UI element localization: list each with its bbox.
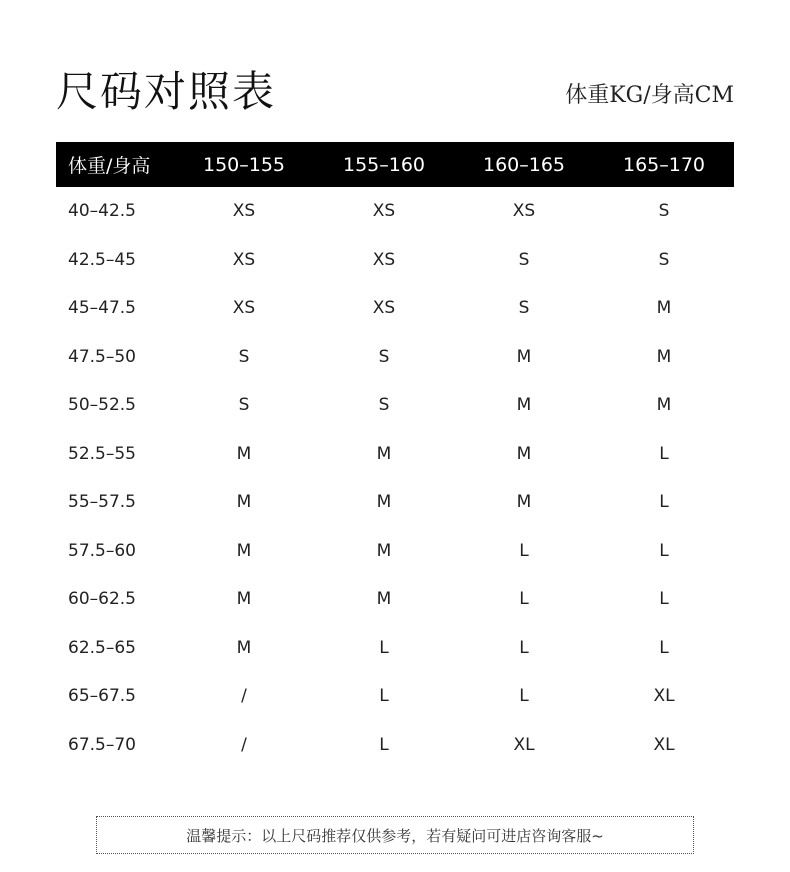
size-cell: XS [232, 201, 256, 222]
size-cell: XL [653, 734, 675, 755]
size-cell: / [241, 686, 247, 707]
size-cell: S [658, 249, 670, 270]
table-row [56, 333, 734, 382]
table-row [56, 284, 734, 333]
size-cell: M [656, 346, 672, 367]
weight-range-cell: 52.5–55 [68, 443, 136, 464]
size-cell: M [236, 443, 252, 464]
height-range-header: 150–155 [202, 153, 286, 176]
size-cell: M [376, 443, 392, 464]
size-cell: L [379, 637, 389, 658]
size-cell: L [659, 589, 669, 610]
table-row [56, 187, 734, 236]
table-row [56, 430, 734, 479]
size-cell: S [658, 201, 670, 222]
size-cell: L [379, 734, 389, 755]
table-row [56, 624, 734, 673]
table-row [56, 527, 734, 576]
size-cell: XS [232, 298, 256, 319]
size-cell: M [376, 540, 392, 561]
size-cell: S [378, 395, 390, 416]
table-row [56, 575, 734, 624]
size-cell: M [376, 589, 392, 610]
table-header-row [56, 142, 734, 187]
height-range-header: 155–160 [342, 153, 426, 176]
size-cell: M [516, 395, 532, 416]
size-cell: S [518, 298, 530, 319]
size-cell: S [238, 346, 250, 367]
size-cell: L [659, 540, 669, 561]
weight-range-cell: 67.5–70 [68, 734, 136, 755]
size-cell: S [518, 249, 530, 270]
size-cell: / [241, 734, 247, 755]
size-chart-table [56, 142, 734, 769]
size-cell: S [238, 395, 250, 416]
weight-range-cell: 65–67.5 [68, 686, 136, 707]
size-cell: M [236, 540, 252, 561]
weight-range-cell: 40–42.5 [68, 201, 136, 222]
height-range-header: 160–165 [482, 153, 566, 176]
size-cell: XL [653, 686, 675, 707]
weight-range-cell: 55–57.5 [68, 492, 136, 513]
table-row [56, 721, 734, 770]
size-cell: L [379, 686, 389, 707]
weight-range-cell: 60–62.5 [68, 589, 136, 610]
height-range-header: 165–170 [622, 153, 706, 176]
size-cell: L [519, 637, 529, 658]
weight-range-cell: 47.5–50 [68, 346, 136, 367]
size-cell: M [236, 492, 252, 513]
weight-range-cell: 45–47.5 [68, 298, 136, 319]
size-cell: L [659, 443, 669, 464]
size-cell: XS [372, 249, 396, 270]
size-cell: M [236, 589, 252, 610]
size-cell: XS [372, 298, 396, 319]
unit-note: 体重KG/身高CM [565, 83, 734, 108]
size-cell: L [659, 637, 669, 658]
tip-box [96, 816, 694, 854]
size-cell: XS [512, 201, 536, 222]
size-cell: M [656, 395, 672, 416]
weight-range-cell: 57.5–60 [68, 540, 136, 561]
size-cell: L [519, 540, 529, 561]
size-cell: M [236, 637, 252, 658]
table-body [56, 187, 734, 769]
size-cell: M [656, 298, 672, 319]
page-title: 尺码对照表 [56, 67, 277, 116]
tip-text: 温馨提示：以上尺码推荐仅供参考，若有疑问可进店咨询客服~ [186, 826, 604, 845]
table-row [56, 236, 734, 285]
size-cell: L [519, 589, 529, 610]
size-cell: S [378, 346, 390, 367]
size-cell: M [516, 443, 532, 464]
size-cell: M [516, 492, 532, 513]
weight-range-cell: 42.5–45 [68, 249, 136, 270]
weight-range-cell: 62.5–65 [68, 637, 136, 658]
table-row [56, 672, 734, 721]
weight-range-cell: 50–52.5 [68, 395, 136, 416]
size-cell: L [659, 492, 669, 513]
table-row [56, 478, 734, 527]
table-row [56, 381, 734, 430]
size-cell: XL [513, 734, 535, 755]
size-cell: L [519, 686, 529, 707]
size-cell: M [516, 346, 532, 367]
size-cell: XS [232, 249, 256, 270]
size-cell: XS [372, 201, 396, 222]
size-cell: M [376, 492, 392, 513]
corner-header: 体重/身高 [68, 155, 151, 177]
